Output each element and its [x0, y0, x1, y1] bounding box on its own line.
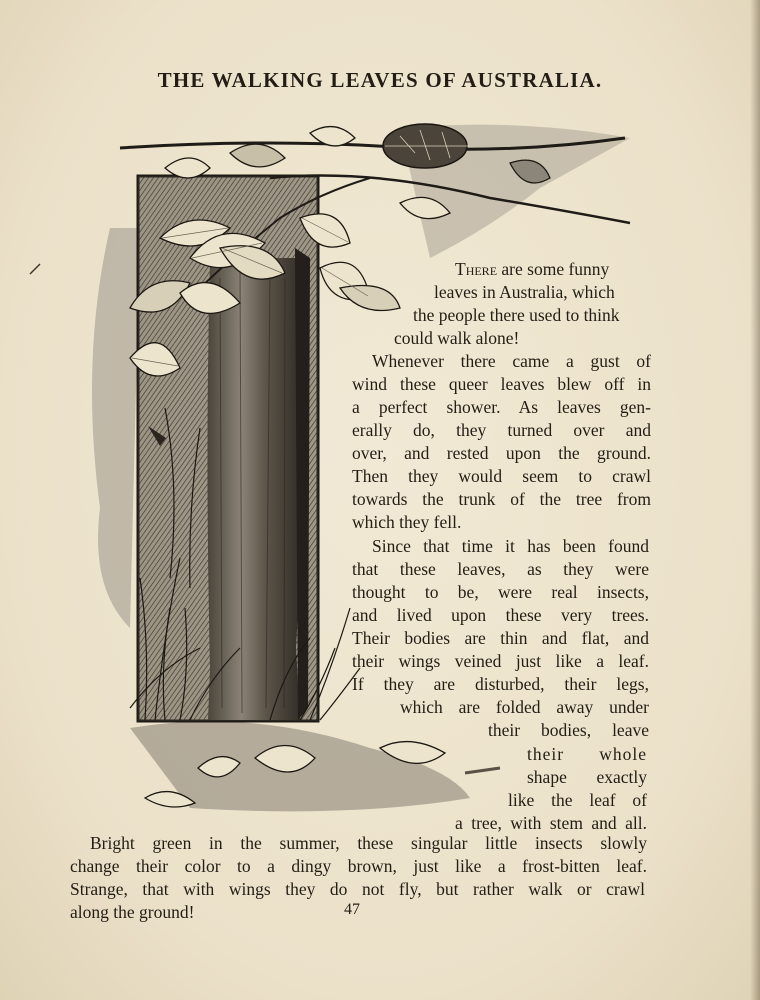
- text-line: could walk alone!: [394, 328, 520, 348]
- text-line: If they are disturbed, their legs,: [352, 674, 649, 694]
- text-line: towards the trunk of the tree from: [352, 489, 651, 509]
- text-line-1: [455, 258, 609, 280]
- text-line: leaves in Australia, which: [434, 282, 615, 302]
- text-line: shape exactly: [527, 767, 647, 787]
- text-line: Their bodies are thin and flat, and: [352, 628, 649, 648]
- text-line: Whenever there came a gust of: [372, 351, 651, 371]
- text-line: their wings veined just like a leaf.: [352, 651, 649, 671]
- text-line: a perfect shower. As leaves gen-: [352, 397, 651, 417]
- text-line: their bodies, leave: [488, 720, 649, 740]
- text-line: over, and rested upon the ground.: [352, 443, 651, 463]
- text-line: their whole: [527, 744, 647, 764]
- page-gutter-shadow: [750, 0, 760, 1000]
- text-line: like the leaf of: [508, 790, 647, 810]
- text-line-1-rest: are some funny: [497, 259, 610, 279]
- text-line: Bright green in the summer, these singular little insects slowly: [90, 833, 647, 853]
- text-line: Strange, that with wings they do not fly, but rather walk or crawl: [70, 879, 645, 899]
- text-line: a tree, with stem and all.: [455, 813, 647, 833]
- text-line: the people there used to think: [413, 305, 620, 325]
- text-line: along the ground!: [70, 902, 195, 922]
- text-line: Then they would seem to crawl: [352, 466, 651, 486]
- text-line: thought to be, were real insects,: [352, 582, 649, 602]
- text-line: and lived upon these very trees.: [352, 605, 649, 625]
- text-line: that these leaves, as they were: [352, 559, 649, 579]
- text-line: wind these queer leaves blew off in: [352, 374, 651, 394]
- text-line: which they fell.: [352, 512, 462, 532]
- page-title: THE WALKING LEAVES OF AUSTRALIA.: [157, 68, 603, 92]
- text-line: erally do, they turned over and: [352, 420, 651, 440]
- page-number: 47: [344, 901, 360, 918]
- text-line: which are folded away under: [400, 697, 649, 717]
- text-line: Since that time it has been found: [372, 536, 649, 556]
- text-line: change their color to a dingy brown, just like a frost-bitten leaf.: [70, 856, 647, 876]
- dropcap-word: There: [455, 259, 498, 279]
- margin-mark-icon: [28, 262, 42, 276]
